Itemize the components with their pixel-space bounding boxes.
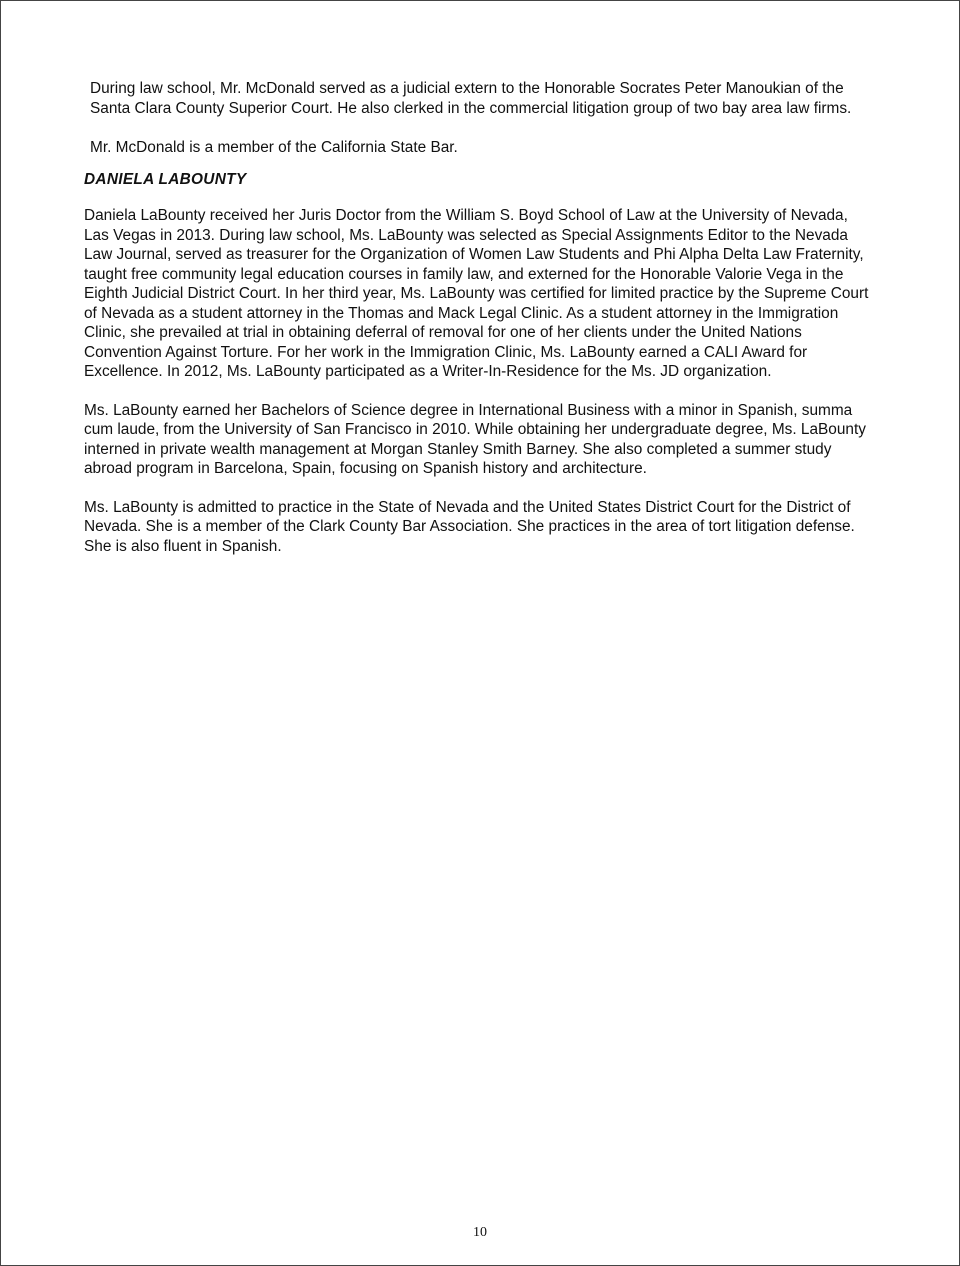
section-heading-labounty: DANIELA LABOUNTY [84, 170, 247, 188]
paragraph-labounty-education: Daniela LaBounty received her Juris Doctor from the William S. Boyd School of Law at the University of Nevada, Las Vegas in 2013. During law school, Ms. LaBounty was selected as Special Assignments Editor to the Nevada Law Journal, served as treasurer for the Organization of Women Law Students and Phi Alpha Delta Law Fraternity, taught free community legal education courses in family law, and externed for the Honorable Valorie Vega in the Eighth Judicial District Court. In her third year, Ms. LaBounty was certified for limited practice by the Supreme Court of Nevada as a student attorney in the Thomas and Mack Legal Clinic. As a student attorney in the Immigration Clinic, she prevailed at trial in obtaining deferral of removal for one of her clients under the United Nations Convention Against Torture. For her work in the Immigration Clinic, Ms. LaBounty earned a CALI Award for Excellence. In 2012, Ms. LaBounty participated as a Writer-In-Residence for the Ms. JD organization. [84, 207, 869, 380]
paragraph-mcdonald-clerkship: During law school, Mr. McDonald served as a judicial extern to the Honorable Socrates Peter Manoukian of the Santa Clara County Superior Court. He also clerked in the commercial litigation group of two bay area law firms. [90, 80, 852, 117]
paragraph-labounty-practice: Ms. LaBounty is admitted to practice in the State of Nevada and the United States District Court for the District of Nevada. She is a member of the Clark County Bar Association. She practices in the area of tort litigation defense. She is also fluent in Spanish. [84, 498, 855, 555]
paragraph-mcdonald-bar: Mr. McDonald is a member of the California State Bar. [90, 139, 458, 156]
paragraph-labounty-undergrad: Ms. LaBounty earned her Bachelors of Science degree in International Business with a minor in Spanish, summa cum laude, from the University of San Francisco in 2010. While obtaining her undergraduate degree, Ms. LaBounty interned in private wealth management at Morgan Stanley Smith Barney. She also completed a summer study abroad program in Barcelona, Spain, focusing on Spanish history and architecture. [84, 401, 866, 477]
page-number: 10 [473, 1225, 487, 1240]
document-body [84, 79, 874, 556]
